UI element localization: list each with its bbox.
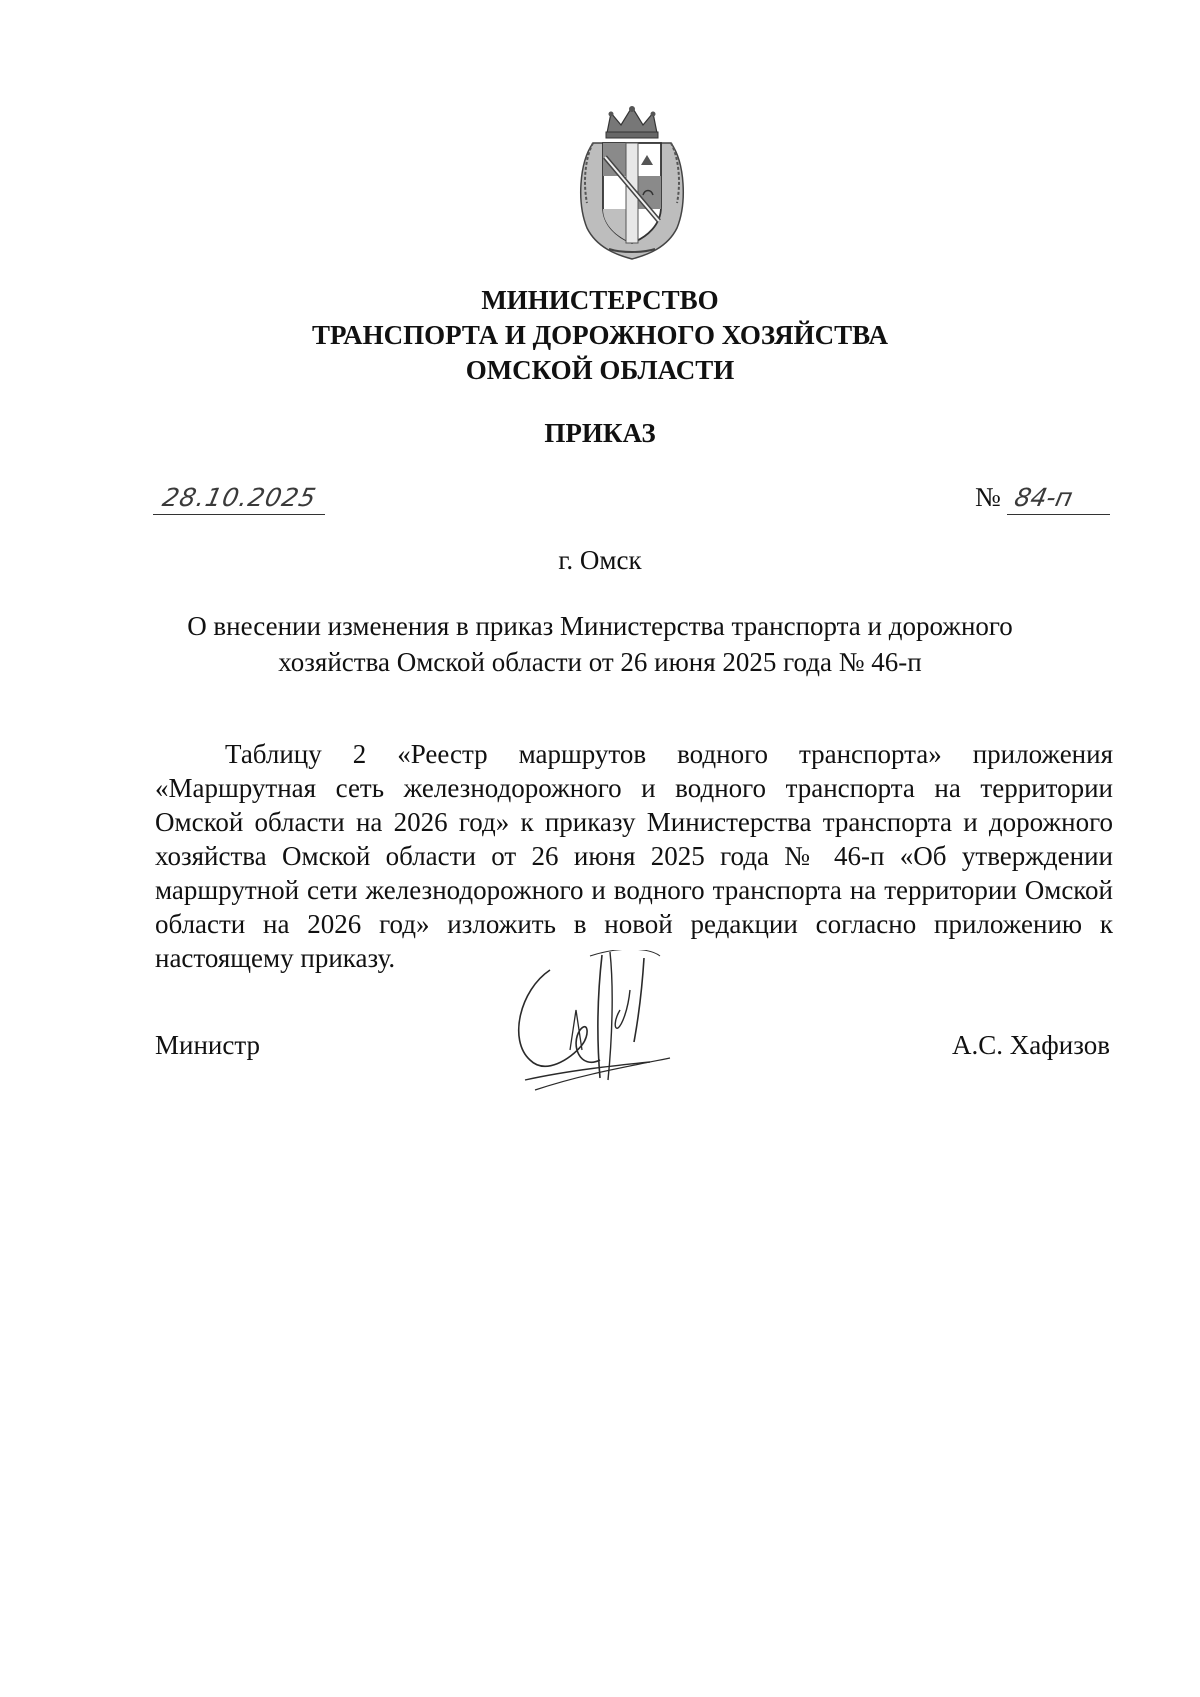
ministry-name-line-1: МИНИСТЕРСТВО — [481, 285, 719, 315]
signatory-name: А.С. Хафизов — [952, 1030, 1110, 1060]
date-field — [153, 478, 325, 515]
document-subject: О внесении изменения в приказ Министерства транспорта и дорожного хозяйства Омской области от 26 июня 2025 года № 46-п — [187, 611, 1013, 677]
handwritten-number: 84-п — [1011, 483, 1076, 512]
number-sign: № — [975, 482, 1001, 512]
ministry-name-line-3: ОМСКОЙ ОБЛАСТИ — [465, 355, 735, 385]
ministry-name-line-2: ТРАНСПОРТА И ДОРОЖНОГО ХОЗЯЙСТВА — [312, 320, 888, 350]
handwritten-signature-icon — [510, 950, 710, 1110]
city: г. Омск — [558, 545, 642, 575]
coat-of-arms-icon — [573, 103, 691, 261]
handwritten-date: 28.10.2025 — [159, 483, 320, 512]
number-field — [1007, 478, 1110, 515]
document-type: ПРИКАЗ — [544, 418, 656, 448]
body-paragraph: Таблицу 2 «Реестр маршрутов водного транспорта» приложения «Маршрутная сеть железнодорожного и водного транспорта на территории Омской области на 2026 год» к приказу Министерства транспорта и дорожного хозяйства Омской области от 26 июня 2025 года № 46-п «Об утверждении маршрутной сети железнодорожного и водного транспорта на территории Омской области на 2026 год» изложить в новой редакции согласно приложению к настоящему приказу. — [155, 739, 1113, 973]
signatory-title: Министр — [155, 1030, 260, 1060]
